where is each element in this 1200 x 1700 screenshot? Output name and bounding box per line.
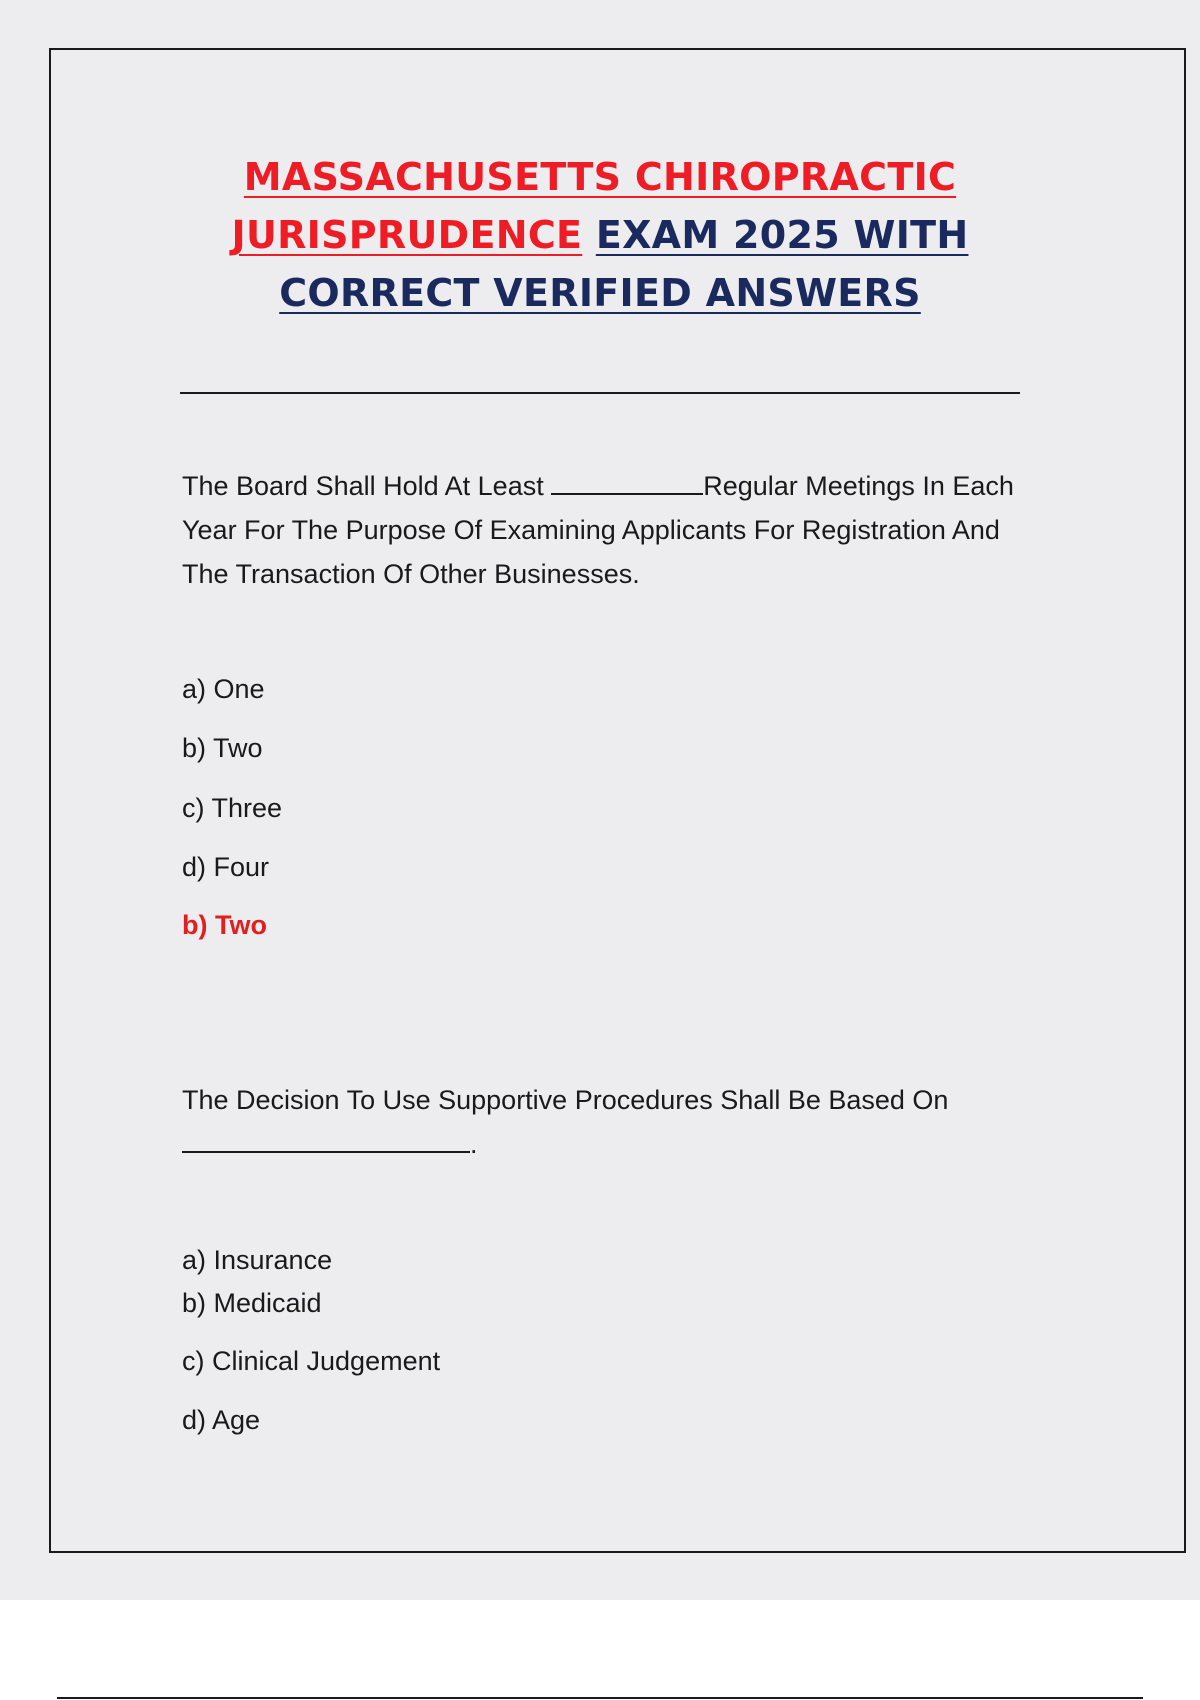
question-1-option-b: b) Two: [182, 733, 263, 763]
title-blue-line-2: EXAM 2025 WITH: [595, 213, 969, 257]
question-1-blank: [551, 471, 703, 495]
title-red-line-2: JURISPRUDENCE: [231, 213, 583, 257]
question-2-option-a: a) Insurance: [182, 1245, 333, 1275]
question-2-text: [182, 1078, 1022, 1166]
next-page-top-rule: [57, 1697, 1143, 1699]
title-blue-line-3: CORRECT VERIFIED ANSWERS: [279, 271, 921, 315]
document-title: [150, 148, 1050, 322]
question-2-option-b: b) Medicaid: [182, 1288, 322, 1318]
question-2-blank: [182, 1129, 470, 1153]
question-1-before-blank: The Board Shall Hold At Least: [182, 471, 544, 501]
question-1-after-blank: Regular Meetings In Each Year For The Purpose Of Examining Applicants For Registration And The Transaction Of Other Businesses.: [182, 471, 1014, 589]
title-divider: [180, 392, 1020, 394]
question-2-option-d: d) Age: [182, 1405, 261, 1435]
question-2-after-blank: .: [470, 1129, 478, 1159]
question-1-text: [182, 464, 1022, 596]
question-2-option-c: c) Clinical Judgement: [182, 1346, 441, 1376]
question-2-before-blank: The Decision To Use Supportive Procedures Shall Be Based On: [182, 1085, 949, 1115]
question-1-option-a: a) One: [182, 674, 265, 704]
question-1-option-c: c) Three: [182, 793, 283, 823]
title-red-line-1: MASSACHUSETTS CHIROPRACTIC: [243, 155, 957, 199]
question-1-answer: b) Two: [182, 910, 267, 940]
question-1-option-d: d) Four: [182, 852, 270, 882]
